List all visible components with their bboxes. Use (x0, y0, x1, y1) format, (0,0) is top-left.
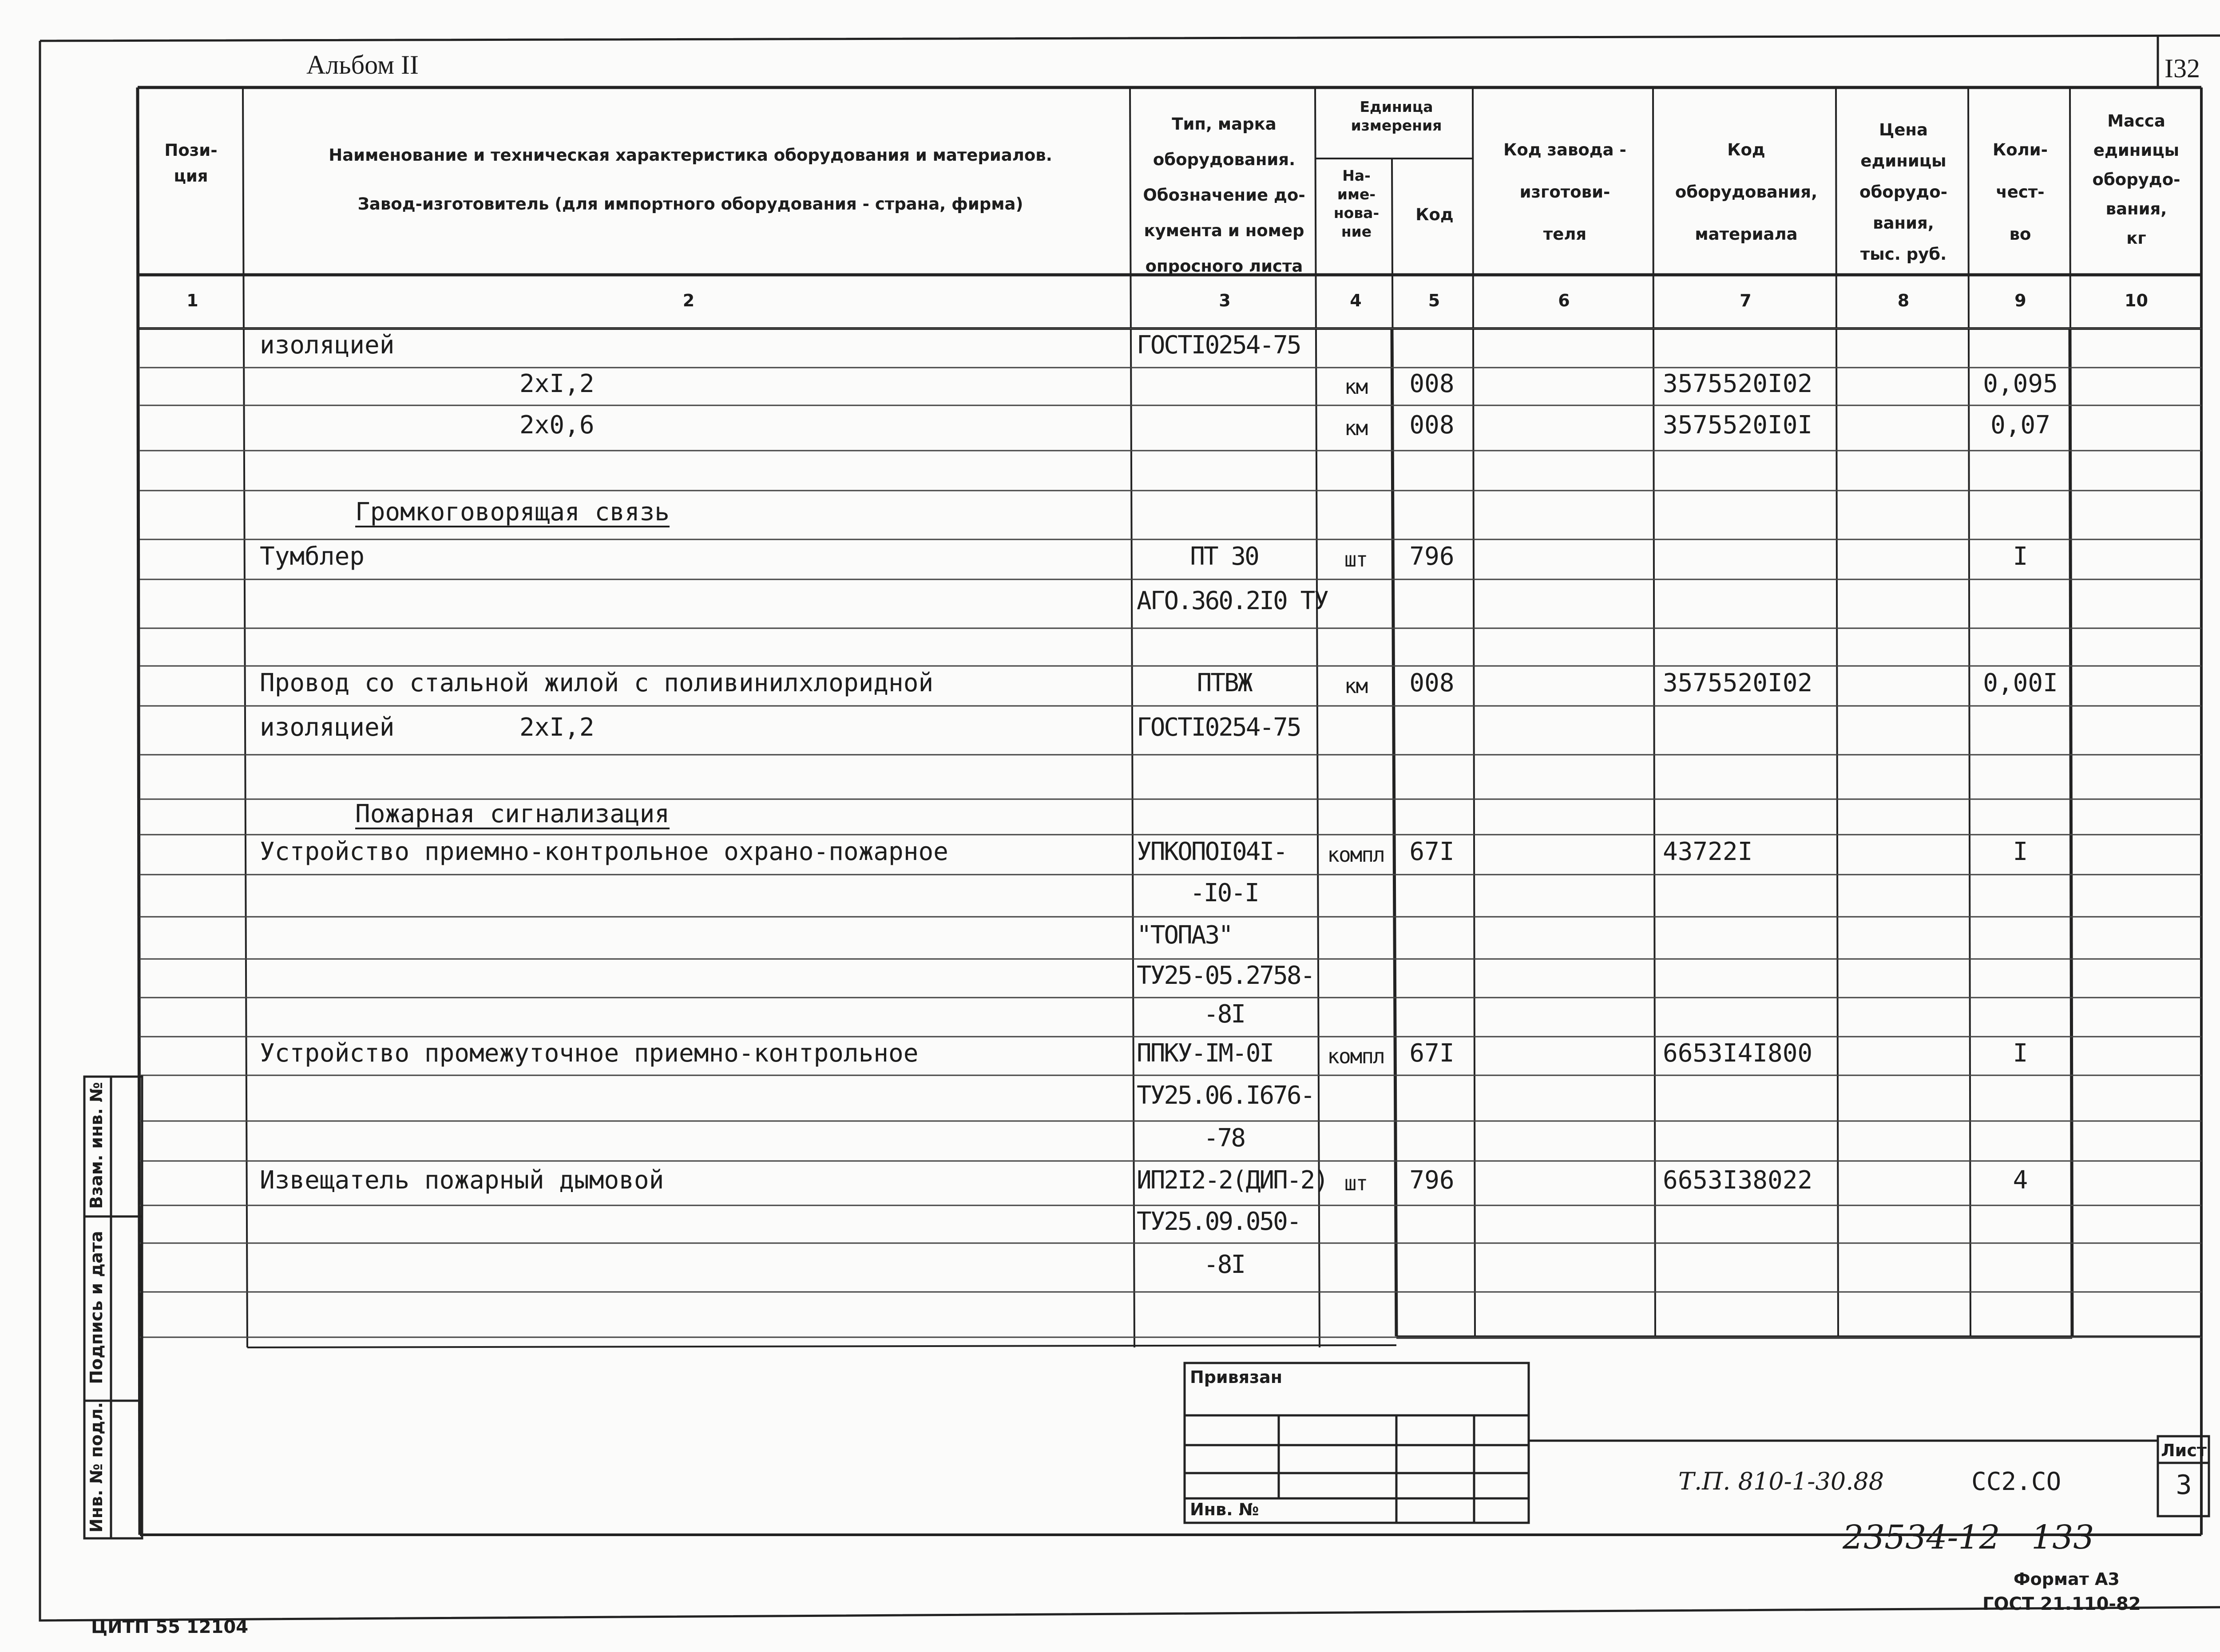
column-number-3: 3 (1219, 291, 1231, 310)
printer-label: ЦИТП 55 12104 (91, 1617, 249, 1637)
header-factory: Код завода - изготови- теля (1503, 140, 1626, 244)
item-qty: 4 (2013, 1166, 2028, 1195)
stamp-vzam: Взам. инв. № (87, 1082, 106, 1209)
column-number-7: 7 (1740, 291, 1752, 310)
item-unit: шт (1344, 547, 1368, 571)
format-label: Формат А3 (2014, 1569, 2120, 1589)
column-number-5: 5 (1428, 291, 1440, 310)
header-pos: Пози- ция (164, 141, 218, 186)
column-number-8: 8 (1897, 291, 1910, 310)
item-type: ТУ25.06.I676- (1137, 1081, 1314, 1110)
item-unit: компл (1327, 1044, 1384, 1068)
item-unit-code: 796 (1409, 1166, 1455, 1195)
header-mass: Масса единицы оборудо- вания, кг (2092, 111, 2180, 248)
album-label: Альбом II (306, 50, 419, 79)
item-name: 2х0,6 (519, 411, 595, 440)
item-name: Устройство промежуточное приемно-контрольное (260, 1038, 919, 1068)
sheet-label: Лист (2161, 1441, 2207, 1460)
item-qty: 0,095 (1983, 369, 2058, 398)
item-unit-code: 008 (1409, 369, 1455, 398)
header-qty: Коли- чест- во (1992, 140, 2048, 244)
item-unit: шт (1344, 1171, 1368, 1195)
column-number-9: 9 (2014, 291, 2026, 310)
header-equip-code: Код оборудования, материала (1675, 140, 1818, 244)
column-number-1: 1 (186, 291, 198, 310)
doc-mark: СС2.СО (1971, 1467, 2061, 1496)
item-qty: I (2013, 1038, 2028, 1068)
inv-no-label: Инв. № (1190, 1500, 1259, 1519)
item-unit-code: 008 (1409, 669, 1455, 697)
item-name: изоляцией (260, 713, 395, 742)
item-type: ГОСТI0254-75 (1137, 331, 1300, 360)
item-unit-code: 796 (1409, 542, 1455, 571)
item-name: Провод со стальной жилой с поливинилхлоридной (260, 669, 934, 697)
item-equip-code: 43722I (1663, 837, 1753, 866)
header-unit: Единица измерения (1351, 98, 1442, 134)
column-number-10: 10 (2125, 291, 2148, 310)
section-title: Громкоговорящая связь (355, 498, 670, 527)
item-type: ГОСТI0254-75 (1137, 713, 1300, 742)
item-qty: 0,00I (1983, 669, 2058, 697)
item-unit: км (1344, 416, 1368, 440)
item-unit: компл (1327, 843, 1384, 867)
item-type: УПКОПОI04I- (1137, 837, 1287, 866)
item-type: ППКУ-IМ-0I (1137, 1038, 1273, 1068)
item-type: -8I (1203, 1000, 1245, 1029)
item-equip-code: 6653I38022 (1663, 1166, 1813, 1195)
archive-number: 23534-12 133 (1843, 1518, 2094, 1557)
item-unit-code: 67I (1409, 1038, 1455, 1068)
item-equip-code: 3575520I02 (1663, 669, 1813, 697)
sheet-number: 3 (2176, 1470, 2192, 1501)
header-unit-name: На- име- нова- ние (1333, 167, 1380, 240)
column-number-6: 6 (1558, 291, 1570, 310)
item-name: Устройство приемно-контрольное охрано-пожарное (260, 837, 948, 866)
item-type: ПТ 30 (1190, 542, 1258, 571)
item-qty: I (2013, 837, 2028, 866)
item-name-extra: 2хI,2 (519, 713, 595, 742)
item-type: ТУ25.09.050- (1137, 1207, 1300, 1236)
section-title: Пожарная сигнализация (355, 800, 670, 828)
doc-code: Т.П. 810-1-30.88 (1678, 1467, 1884, 1495)
standard-label: ГОСТ 21.110-82 (1982, 1594, 2141, 1614)
item-type: "ТОПАЗ" (1137, 920, 1233, 950)
bound-label: Привязан (1190, 1367, 1283, 1387)
column-number-4: 4 (1350, 291, 1362, 310)
item-type: ТУ25-05.2758- (1137, 961, 1314, 990)
header-price: Цена единицы оборудо- вания, тыс. руб. (1859, 120, 1947, 264)
item-equip-code: 6653I4I800 (1663, 1038, 1813, 1068)
item-qty: I (2013, 542, 2028, 571)
item-name: изоляцией (260, 331, 395, 360)
item-type: АГО.360.2I0 ТУ (1137, 586, 1328, 615)
item-name: 2хI,2 (519, 369, 595, 398)
page-number: I32 (2164, 54, 2200, 83)
item-qty: 0,07 (1990, 411, 2050, 440)
item-unit-code: 008 (1409, 411, 1455, 440)
item-type: -I0-I (1190, 878, 1258, 907)
item-unit: км (1344, 374, 1368, 399)
item-equip-code: 3575520I02 (1663, 369, 1813, 398)
item-unit-code: 67I (1409, 837, 1455, 866)
header-unit-code: Код (1415, 205, 1454, 224)
item-type: ИП2I2-2(ДИП-2) (1137, 1166, 1328, 1195)
item-name: Тумблер (260, 542, 365, 571)
item-type: -8I (1203, 1250, 1245, 1279)
item-type: ПТВЖ (1197, 669, 1252, 697)
header-type: Тип, марка оборудования. Обозначение до- кумента и номер опросного листа (1143, 115, 1305, 276)
column-number-2: 2 (682, 291, 695, 310)
item-equip-code: 3575520I0I (1663, 411, 1813, 440)
item-unit: км (1344, 674, 1368, 698)
item-type: -78 (1203, 1124, 1245, 1153)
stamp-podpis: Подпись и дата (87, 1231, 106, 1384)
header-name: Наименование и техническая характеристика оборудования и материалов. Завод-изготовитель (для импортного оборудования - страна, фирма) (329, 146, 1052, 214)
stamp-inv-podl: Инв. № подл. (87, 1402, 106, 1533)
item-name: Извещатель пожарный дымовой (260, 1166, 664, 1195)
